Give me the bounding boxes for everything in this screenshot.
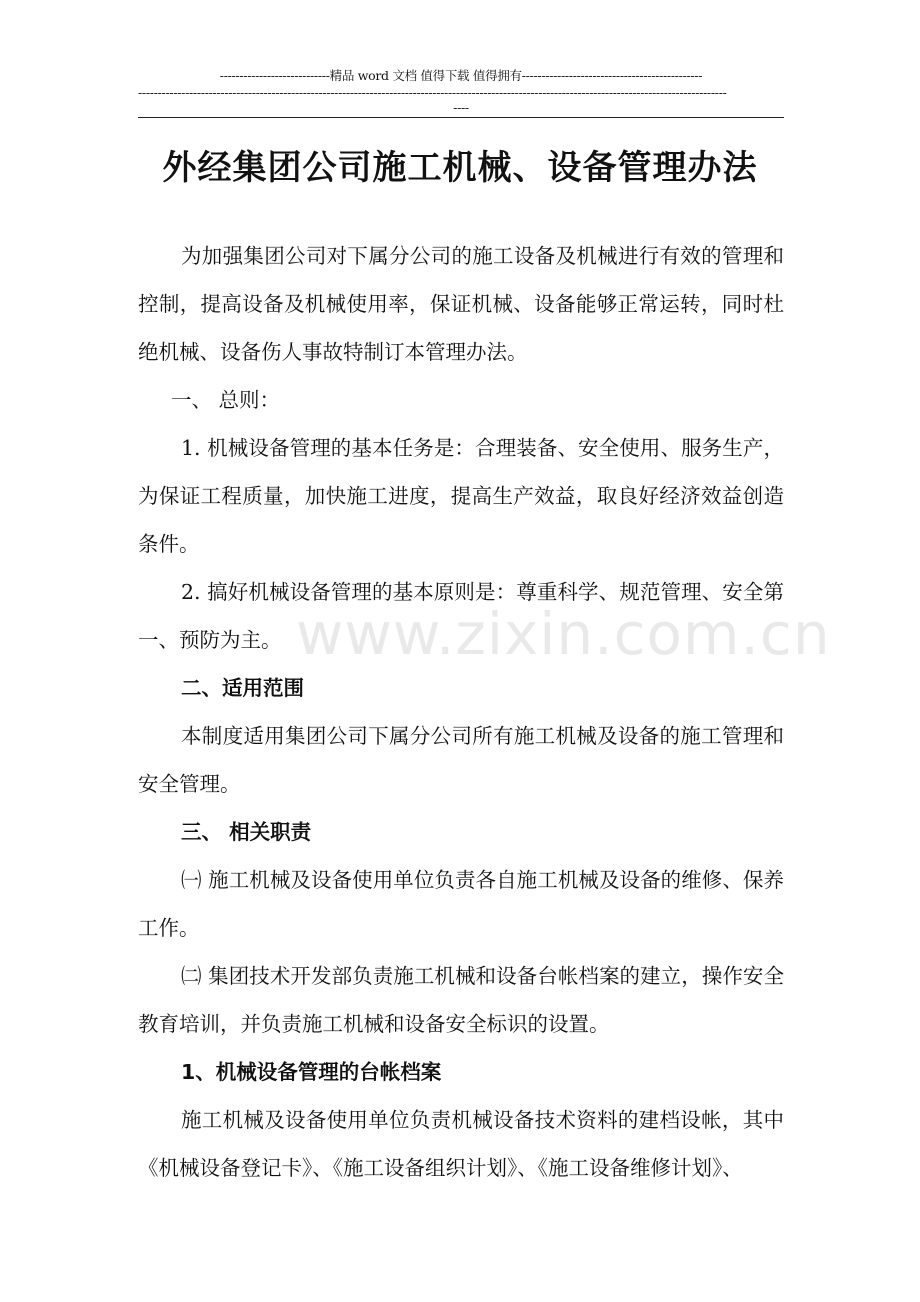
section2-heading: 二、适用范围 xyxy=(181,676,304,700)
section2-text: 本制度适用集团公司下属分公司所有施工机械及设备的施工管理和安全管理。 xyxy=(138,724,784,796)
section1-heading: 一、 总则： xyxy=(171,388,281,412)
document-title: 外经集团公司施工机械、设备管理办法 xyxy=(162,148,758,188)
section3-item-1: ㈠ 施工机械及设备使用单位负责各自施工机械及设备的维修、保养工作。 xyxy=(138,868,784,940)
section3-subheading: 1、机械设备管理的台帐档案 xyxy=(181,1060,442,1084)
header-rule xyxy=(138,117,784,118)
header-line-tail: ---- xyxy=(453,100,469,115)
document-body xyxy=(138,232,784,1192)
header-line-dashes: ------------------------------------------------------------------------------------------------------------------------------------------------------ xyxy=(138,85,727,100)
header-line-top: ----------------------------精品 word 文档 值得下载 值得拥有---------------------------------------------- xyxy=(219,68,703,83)
section1-item-1: 1. 机械设备管理的基本任务是：合理装备、安全使用、服务生产，为保证工程质量，加快施工进度，提高生产效益，取良好经济效益创造条件。 xyxy=(138,436,784,556)
section3-subtext: 施工机械及设备使用单位负责机械设备技术资料的建档设帐，其中《机械设备登记卡》、《施工设备组织计划》、《施工设备维修计划》、 xyxy=(138,1108,784,1180)
watermark: www.zixin.com.cn xyxy=(296,600,831,668)
section3-item-2: ㈡ 集团技术开发部负责施工机械和设备台帐档案的建立，操作安全教育培训，并负责施工机械和设备安全标识的设置。 xyxy=(138,964,784,1036)
section3-heading: 三、 相关职责 xyxy=(181,820,312,844)
intro-paragraph: 为加强集团公司对下属分公司的施工设备及机械进行有效的管理和控制，提高设备及机械使用率，保证机械、设备能够正常运转，同时杜绝机械、设备伤人事故特制订本管理办法。 xyxy=(138,244,784,364)
section1-item-2: 2. 搞好机械设备管理的基本原则是：尊重科学、规范管理、安全第一、预防为主。 xyxy=(138,580,784,652)
